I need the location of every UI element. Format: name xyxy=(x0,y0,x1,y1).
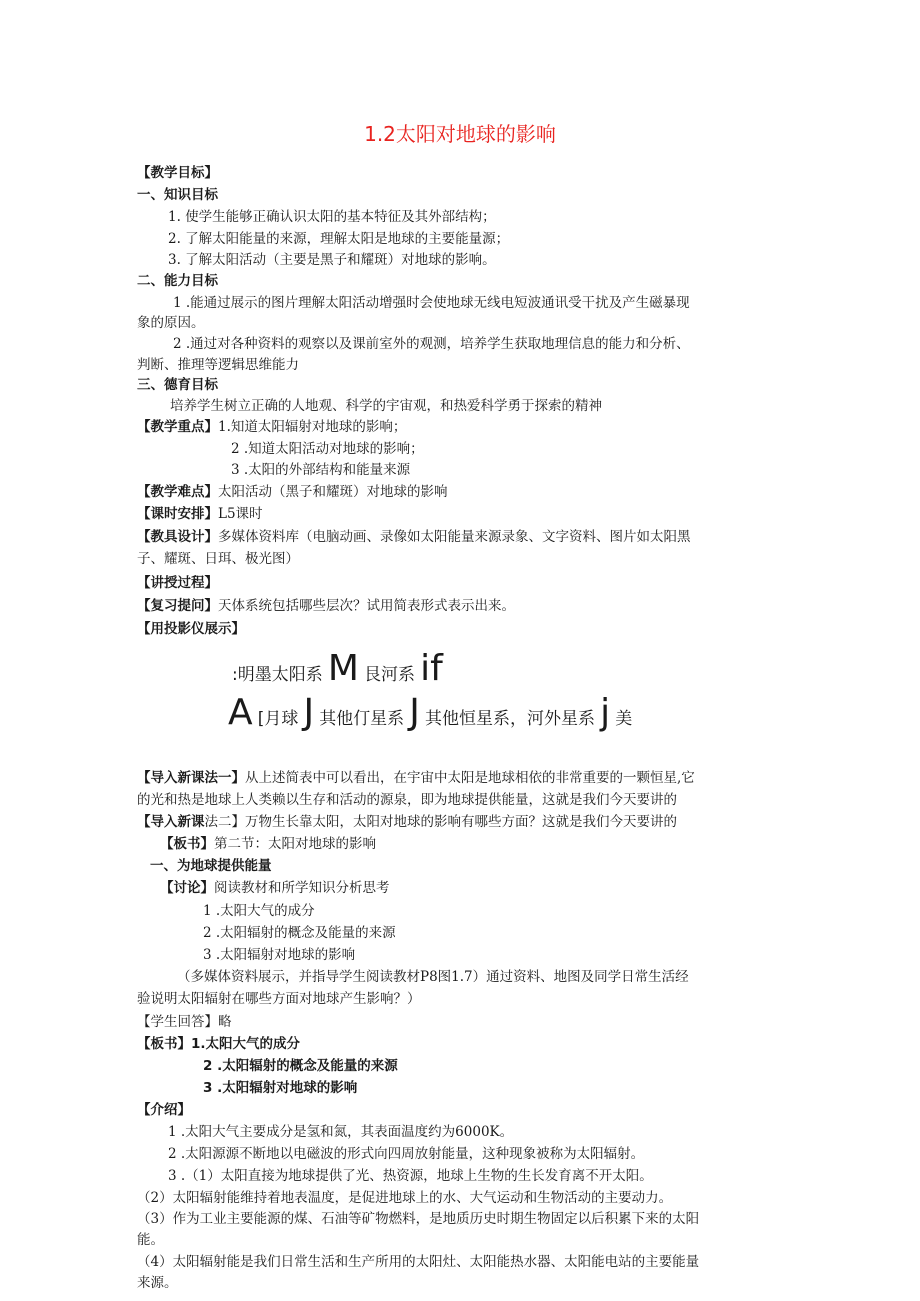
introduce-paragraph: （2）太阳辐射能维持着地表温度，是促进地球上的水、大气运动和生物活动的主要动力。 xyxy=(137,1190,673,1206)
moral-heading: 三、德育目标 xyxy=(137,377,218,393)
introduce-paragraph-cont: 来源。 xyxy=(137,1275,178,1291)
ability-heading: 二、能力目标 xyxy=(137,273,218,289)
ability-item-1: 1 .能通过展示的图片理解太阳活动增强时会使地球无线电短波通讯受干扰及产生磁暴现 xyxy=(173,295,690,311)
board2-item: 1.太阳大气的成分 xyxy=(191,1036,301,1052)
tools xyxy=(137,527,691,547)
tools-text-cont: 子、耀斑、日珥、极光图） xyxy=(137,551,299,567)
ability-item-2-cont: 判断、推理等逻辑思维能力 xyxy=(137,357,299,373)
intro2-text: 万物生长靠太阳，太阳对地球的影响有哪些方面？这就是我们今天要讲的 xyxy=(245,814,677,830)
diagram-text: 艮河系 xyxy=(363,665,415,685)
schedule-text: L5课时 xyxy=(218,506,263,522)
diagram-glyph: M xyxy=(327,648,359,689)
intro1-text: 从上述简表中可以看出，在宇宙中太阳是地球相依的非常重要的一颗恒星,它 xyxy=(245,770,695,786)
discussion xyxy=(160,878,390,898)
review-text: 天体系统包括哪些层次？试用简表形式表示出来。 xyxy=(218,598,515,614)
moral-text: 培养学生树立正确的人地观、科学的宇宙观，和热爱科学勇于探索的精神 xyxy=(170,398,602,414)
discussion-text: 阅读教材和所学知识分析思考 xyxy=(214,880,390,896)
schedule-label: 【课时安排】 xyxy=(137,506,218,522)
introduce-label: 【介绍】 xyxy=(137,1102,191,1118)
answer-text: 略 xyxy=(218,1014,232,1030)
projector-label: 【用投影仪展示】 xyxy=(137,621,245,637)
discussion-item: 1 .太阳大气的成分 xyxy=(203,903,315,919)
key-points xyxy=(137,417,406,437)
board2-item: 3 .太阳辐射对地球的影响 xyxy=(203,1080,358,1096)
diagram-glyph: j xyxy=(600,692,611,733)
diagram-text: 美 xyxy=(615,709,633,729)
board1-label: 【板书】 xyxy=(160,836,214,852)
tools-label: 【教具设计】 xyxy=(137,529,218,545)
introduce-paragraph: （3）作为工业主要能源的煤、石油等矿物燃料，是地质历史时期生物固定以后积累下来的太阳 xyxy=(137,1211,700,1227)
student-answer xyxy=(137,1012,232,1032)
media-note-cont: 验说明太阳辐射在哪些方面对地球产生影响？） xyxy=(137,991,421,1007)
intro2-label: 【导入新课 xyxy=(137,814,205,830)
key-point-item: 1.知道太阳辐射对地球的影响； xyxy=(218,419,407,435)
introduce-paragraph: 1 .太阳大气主要成分是氢和氮，其表面温度约为6000K。 xyxy=(168,1124,514,1140)
key-point-item: 3 .太阳的外部结构和能量来源 xyxy=(231,462,411,478)
difficulty xyxy=(137,482,448,502)
board2-item: 2 .太阳辐射的概念及能量的来源 xyxy=(203,1058,398,1074)
board-2 xyxy=(137,1034,300,1054)
introduce-paragraph-cont: 能。 xyxy=(137,1232,164,1248)
diagram-glyph: J xyxy=(409,692,420,733)
discussion-label: 【讨论】 xyxy=(160,880,214,896)
knowledge-item: 2. 了解太阳能量的来源，理解太阳是地球的主要能量源； xyxy=(168,231,510,247)
discussion-item: 3 .太阳辐射对地球的影响 xyxy=(203,947,356,963)
intro2-label-tail: 法二】 xyxy=(204,814,245,830)
difficulty-text: 太阳活动（黑子和耀斑）对地球的影响 xyxy=(218,484,448,500)
key-point-item: 2 .知道太阳活动对地球的影响； xyxy=(231,441,424,457)
ability-item-1-cont: 象的原因。 xyxy=(137,315,205,331)
difficulty-label: 【教学难点】 xyxy=(137,484,218,500)
system-diagram-row-2 xyxy=(228,692,632,733)
diagram-text: 其他恒星系，河外星系 xyxy=(425,709,595,729)
process-label: 【讲授过程】 xyxy=(137,575,218,591)
key-points-label: 【教学重点】 xyxy=(137,419,218,435)
schedule xyxy=(137,504,263,524)
discussion-item: 2 .太阳辐射的概念及能量的来源 xyxy=(203,925,396,941)
review-label: 【复习提问】 xyxy=(137,598,218,614)
board2-label: 【板书】 xyxy=(137,1036,191,1052)
objectives-heading: 【教学目标】 xyxy=(137,165,218,181)
introduce-paragraph: 3 .（1）太阳直接为地球提供了光、热资源，地球上生物的生长发育离不开太阳。 xyxy=(168,1168,653,1184)
diagram-glyph: A xyxy=(228,692,253,733)
review xyxy=(137,596,515,616)
introduce-paragraph: （4）太阳辐射能是我们日常生活和生产所用的太阳灶、太阳能热水器、太阳能电站的主要能量 xyxy=(137,1254,700,1270)
system-diagram-row-1 xyxy=(232,648,443,689)
knowledge-heading: 一、知识目标 xyxy=(137,187,218,203)
tools-text: 多媒体资料库（电脑动画、录像如太阳能量来源录象、文字资料、图片如太阳黑 xyxy=(218,529,691,545)
knowledge-item: 3. 了解太阳活动（主要是黑子和耀斑）对地球的影响。 xyxy=(168,252,496,268)
diagram-glyph: if xyxy=(420,648,443,689)
intro-method-2 xyxy=(137,812,677,832)
diagram-glyph: J xyxy=(303,692,315,733)
introduce-paragraph: 2 .太阳源源不断地以电磁波的形式向四周放射能量，这种现象被称为太阳辐射。 xyxy=(168,1146,645,1162)
diagram-text: 其他仃星系 xyxy=(319,709,405,729)
intro1-text-cont: 的光和热是地球上人类赖以生存和活动的源泉，即为地球提供能量，这就是我们今天要讲的 xyxy=(137,792,677,808)
board1-text: 第二节：太阳对地球的影响 xyxy=(214,836,376,852)
diagram-text: [月球 xyxy=(257,709,299,729)
board-1 xyxy=(160,834,376,854)
intro1-label: 【导入新课法一】 xyxy=(137,770,245,786)
diagram-text: :明墨太阳系 xyxy=(232,665,323,685)
ability-item-2: 2 .通过对各种资料的观察以及课前室外的观测，培养学生获取地理信息的能力和分析、 xyxy=(173,336,690,352)
answer-label: 【学生回答】 xyxy=(137,1014,218,1030)
knowledge-item: 1. 使学生能够正确认识太阳的基本特征及其外部结构； xyxy=(168,209,496,225)
media-note: （多媒体资料展示，并指导学生阅读教材P8图1.7）通过资料、地图及同学日常生活经 xyxy=(177,969,689,985)
section-1-heading: 一、为地球提供能量 xyxy=(150,858,272,874)
intro-method-1 xyxy=(137,768,695,788)
page-title: 1.2太阳对地球的影响 xyxy=(364,122,556,146)
